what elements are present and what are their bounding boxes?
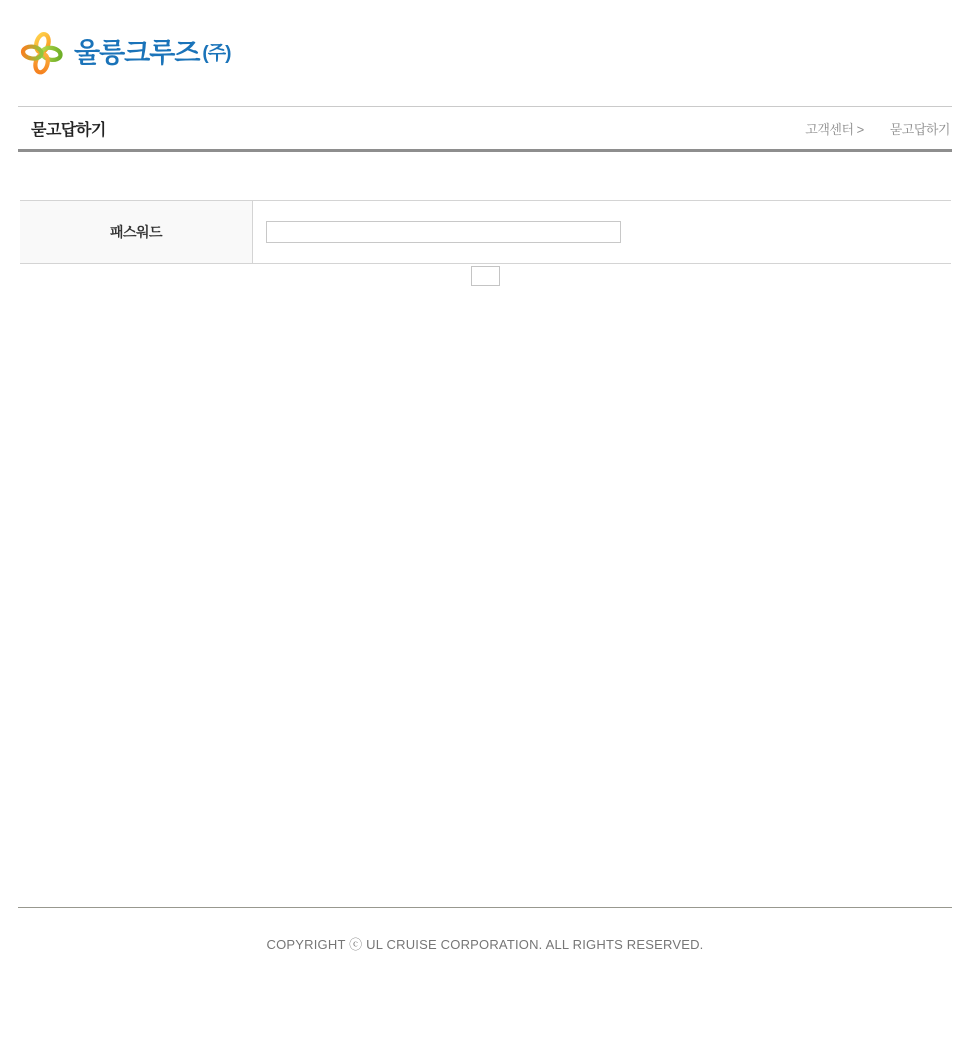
logo-pinwheel-icon (20, 30, 64, 76)
page-title-bar (18, 106, 952, 152)
breadcrumb-current: 묻고답하기 (889, 121, 950, 137)
logo-company-name: 울릉크루즈 (74, 37, 200, 68)
copyright-text: COPYRIGHT ⓒ UL CRUISE CORPORATION. ALL RIGHTS RESERVED. (266, 937, 704, 952)
password-label: 패스워드 (20, 201, 253, 263)
footer (18, 907, 952, 1015)
logo-company-suffix: (주) (202, 42, 231, 64)
submit-button[interactable] (471, 266, 500, 286)
breadcrumb-parent-link[interactable]: 고객센터 > (805, 121, 864, 137)
page-title: 묻고답하기 (31, 121, 106, 139)
breadcrumb (805, 119, 950, 138)
submit-row (0, 266, 970, 286)
header (0, 0, 970, 106)
password-form-table (20, 200, 951, 264)
password-input[interactable] (266, 221, 621, 243)
password-field-cell (253, 201, 951, 263)
logo-link[interactable] (20, 30, 230, 76)
